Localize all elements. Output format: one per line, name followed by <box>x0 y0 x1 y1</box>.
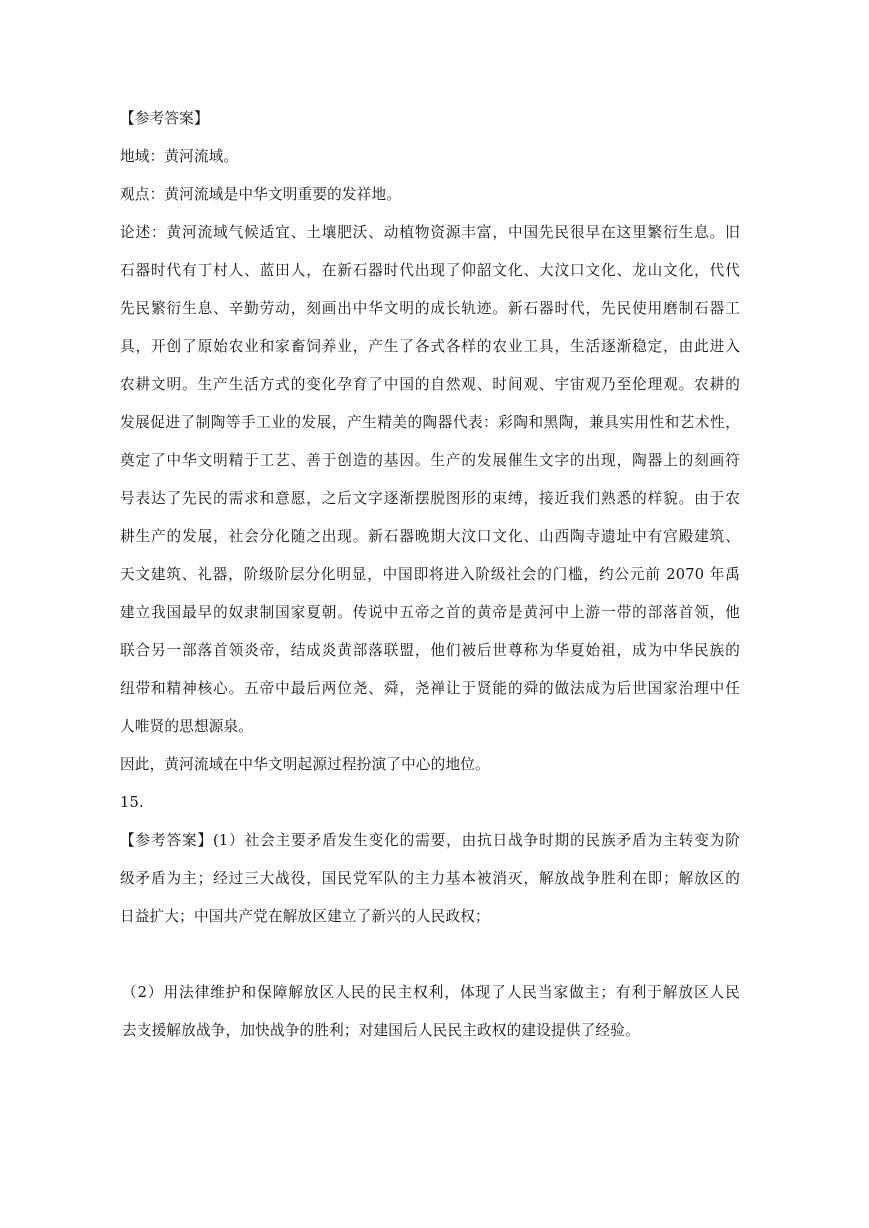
q15-part2 <box>120 974 740 1050</box>
q14-argument-line: 天文建筑、礼器，阶级阶层分化明显，中国即将进入阶级社会的门槛，约公元前 2070 年禹 <box>120 566 740 583</box>
q15-part1-line: 【参考答案】(1）社会主要矛盾发生变化的需要，由抗日战争时期的民族矛盾为主转变为阶 <box>120 832 740 849</box>
q14-argument-line: 发展促进了制陶等手工业的发展，产生精美的陶器代表：彩陶和黑陶，兼具实用性和艺术性， <box>120 414 740 431</box>
q14-conclusion: 因此，黄河流域在中华文明起源过程扮演了中心的地位。 <box>120 756 490 773</box>
q14-argument-line: 论述：黄河流域气候适宜、土壤肥沃、动植物资源丰富，中国先民很早在这里繁衍生息。旧 <box>120 224 740 241</box>
q14-argument-line: 石器时代有丁村人、蓝田人，在新石器时代出现了仰韶文化、大汶口文化、龙山文化，代代 <box>120 262 740 279</box>
q14-argument-line: 建立我国最早的奴隶制国家夏朝。传说中五帝之首的黄帝是黄河中上游一带的部落首领，他 <box>120 604 740 621</box>
answer-content <box>120 100 740 1050</box>
q15-number: 15. <box>120 794 144 811</box>
blank-spacer <box>120 936 740 974</box>
q14-argument-line: 耕生产的发展，社会分化随之出现。新石器晚期大汶口文化、山西陶寺遗址中有宫殿建筑、 <box>120 528 740 545</box>
q14-argument-line: 人唯贤的思想源泉。 <box>120 718 254 735</box>
q14-argument-line: 奠定了中华文明精于工艺、善于创造的基因。生产的发展催生文字的出现，陶器上的刻画符 <box>120 452 740 469</box>
q14-answer-heading: 【参考答案】 <box>120 110 209 127</box>
q15-part1-line: 日益扩大；中国共产党在解放区建立了新兴的人民政权； <box>120 908 490 925</box>
q15-part1-line: 级矛盾为主；经过三大战役，国民党军队的主力基本被消灭，解放战争胜利在即；解放区的 <box>120 870 740 887</box>
q15-part1 <box>120 822 740 936</box>
q14-argument-line: 号表达了先民的需求和意愿，之后文字逐渐摆脱图形的束缚，接近我们熟悉的样貌。由于农 <box>120 490 740 507</box>
q14-argument-line: 农耕文明。生产生活方式的变化孕育了中国的自然观、时间观、宇宙观乃至伦理观。农耕的 <box>120 376 740 393</box>
q14-region: 地域：黄河流域。 <box>120 148 239 165</box>
q14-argument-line: 先民繁衍生息、辛勤劳动，刻画出中华文明的成长轨迹。新石器时代，先民使用磨制石器工 <box>120 300 740 317</box>
q14-argument-line: 纽带和精神核心。五帝中最后两位尧、舜，尧禅让于贤能的舜的做法成为后世国家治理中任 <box>120 680 740 697</box>
q14-viewpoint: 观点：黄河流域是中华文明重要的发祥地。 <box>120 186 402 203</box>
q14-argument-line: 具，开创了原始农业和家畜饲养业，产生了各式各样的农业工具，生活逐渐稳定，由此进入 <box>120 338 740 355</box>
q14-argument <box>120 214 740 746</box>
q15-part2-line: 去支援解放战争，加快战争的胜利；对建国后人民民主政权的建设提供了经验。 <box>122 1022 640 1039</box>
q14-argument-line: 联合另一部落首领炎帝，结成炎黄部落联盟，他们被后世尊称为华夏始祖，成为中华民族的 <box>120 642 740 659</box>
q15-part2-line: （2）用法律维护和保障解放区人民的民主权利，体现了人民当家做主；有利于解放区人民 <box>122 984 740 1001</box>
